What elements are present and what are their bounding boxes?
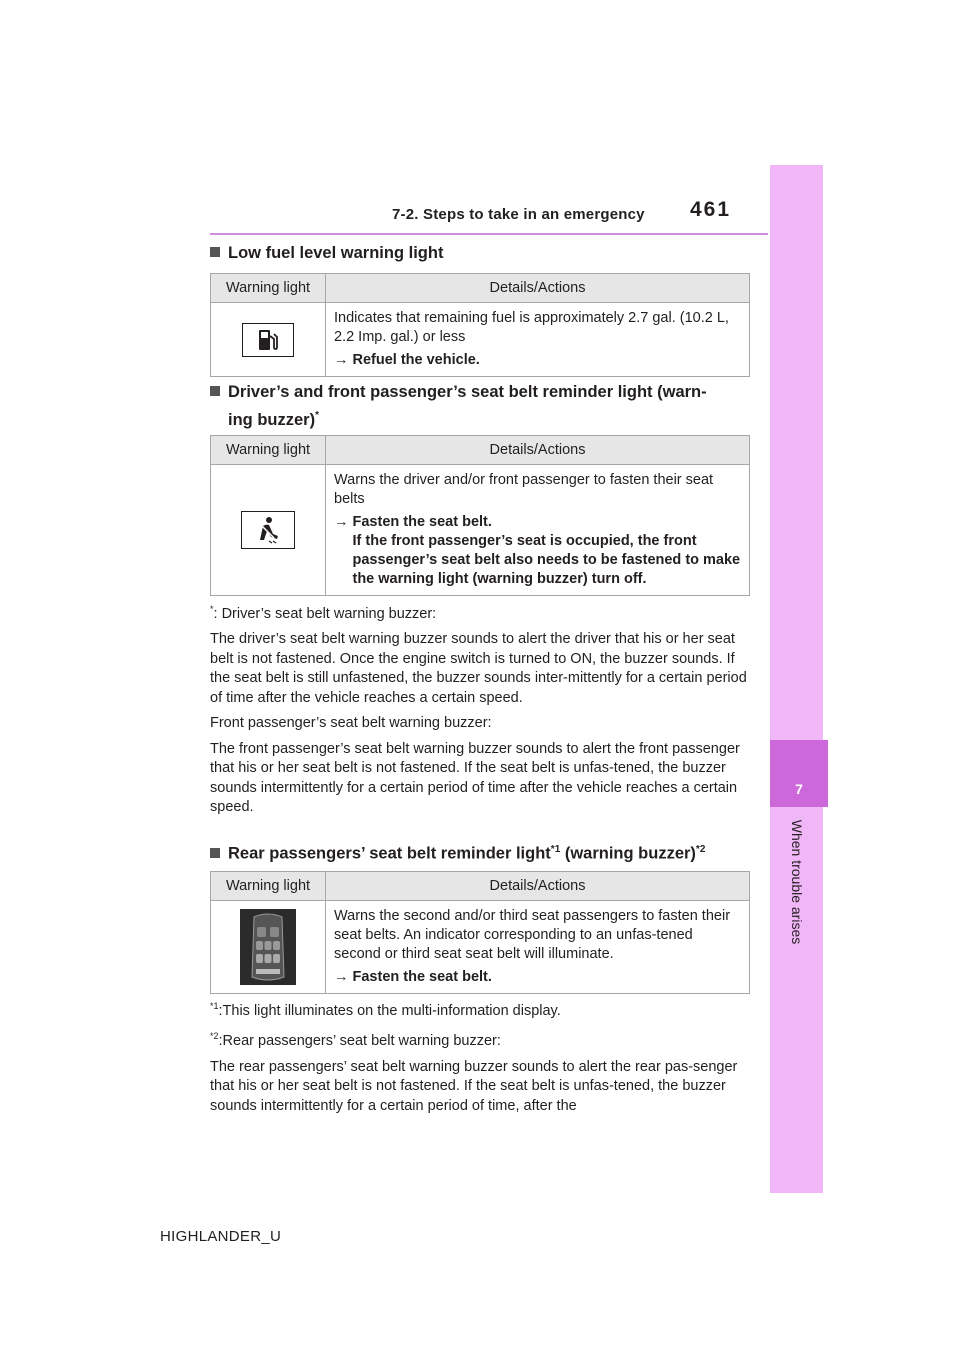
column-header-details: Details/Actions — [326, 274, 750, 303]
column-header-warning-light: Warning light — [211, 274, 326, 303]
arrow-right-icon: → — [334, 514, 349, 530]
page-number: 461 — [690, 198, 732, 221]
chapter-number-box — [770, 740, 828, 807]
fuel-pump-icon — [242, 323, 294, 357]
arrow-right-icon: → — [334, 352, 349, 368]
seat-belt-icon — [241, 511, 295, 549]
warning-table-front-seat-belt — [210, 435, 750, 596]
warning-action: Fasten the seat belt. — [352, 969, 492, 985]
column-header-details: Details/Actions — [326, 872, 750, 901]
warning-action: Refuel the vehicle. — [352, 352, 480, 368]
chapter-side-tab — [770, 165, 823, 1193]
notes-front-buzzer: *: Driver’s seat belt warning buzzer: The driver’s seat belt warning buzzer sounds to alert the driver that his or her seat belt is not fastened. Once the engine switch is turned to ON, the buzzer sounds. If the seat belt is still unfastened, the buzzer sounds inter-mittently for a certain period of time after the vehicle reaches a certain speed. Front passenger’s seat belt warning buzzer: The front passenger’s seat belt warning buzzer sounds to alert the front passenger that his or her seat belt is not fastened. If the seat belt is unfas-tened, the buzzer sounds intermittently for a certain period of time after the vehicle reaches a certain speed. — [210, 604, 747, 816]
section-header-title: 7-2. Steps to take in an emergency — [392, 206, 645, 223]
warning-table-low-fuel — [210, 273, 750, 377]
square-bullet-icon — [210, 848, 220, 858]
footer-model-code: HIGHLANDER_U — [160, 1228, 282, 1245]
header-rule — [210, 233, 768, 235]
column-header-warning-light: Warning light — [211, 436, 326, 465]
column-header-details: Details/Actions — [326, 436, 750, 465]
section-heading-rear-seat-belt: Rear passengers’ seat belt reminder light$^{*1}$ (warning buzzer)$^{*2}$ — [210, 838, 705, 866]
square-bullet-icon — [210, 386, 220, 396]
notes-rear-buzzer: $^{*1}$:This light illuminates on the multi-information display. $^{*2}$:Rear passengers’ seat belt warning buzzer: The rear passengers’ seat belt warning buzzer sounds to alert the rear pas-senger that his or her seat belt is not fastened. If the seat belt is unfas-tened, the buzzer sounds intermittently for a certain period of time, after the — [210, 1001, 738, 1114]
warning-table-rear-seat-belt — [210, 871, 750, 994]
chapter-number: 7 — [795, 781, 803, 797]
warning-description: Warns the driver and/or front passenger to fasten their seat belts — [334, 472, 714, 507]
section-heading-low-fuel: Low fuel level warning light — [210, 241, 443, 265]
arrow-right-icon: → — [334, 969, 349, 985]
section-heading-front-seat-belt: Driver’s and front passenger’s seat belt reminder light (warn- ing buzzer)* — [210, 380, 707, 432]
column-header-warning-light: Warning light — [211, 872, 326, 901]
square-bullet-icon — [210, 247, 220, 257]
warning-description: Warns the second and/or third seat passengers to fasten their seat belts. An indicator corresponding to an unfas-tened second or third seat seat belt will illuminate. — [334, 908, 731, 962]
warning-description: Indicates that remaining fuel is approximately 2.7 gal. (10.2 L, 2.2 Imp. gal.) or less — [334, 310, 729, 345]
rear-seat-display-icon — [240, 909, 296, 985]
warning-action: Fasten the seat belt. If the front passenger’s seat is occupied, the front passenger’s seat belt also needs to be fastened to make the warning light (warning buzzer) turn off. — [352, 514, 741, 587]
chapter-title: When trouble arises — [789, 819, 805, 945]
